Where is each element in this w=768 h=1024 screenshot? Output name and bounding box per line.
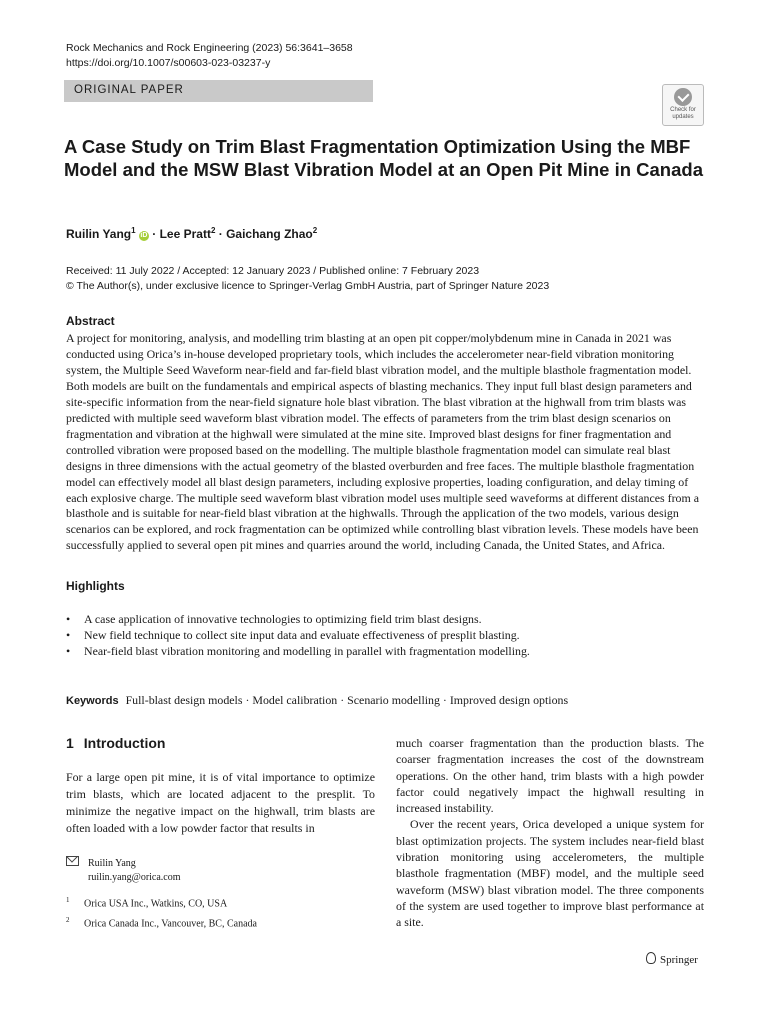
highlight-item: • New field technique to collect site input data and evaluate effectiveness of presplit blasting. [66, 627, 704, 643]
affiliation-number: 1 [66, 896, 70, 904]
intro-paragraph: Over the recent years, Orica developed a unique system for blast optimization projects. The system includes near-field blast vibration monitoring using accelerometers, the multiple blasthole fragmentation (MBF) model, and the multiple seed waveform (MSW) blast vibration model. The three components of the system are used together to improve blast performance at a site. [396, 817, 704, 930]
author-affiliation: 2 [210, 226, 216, 235]
author-separator: · [215, 227, 227, 241]
doi-link[interactable]: https://doi.org/10.1007/s00603-023-03237-y [66, 57, 271, 69]
corresponding-name: Ruilin Yang [88, 858, 136, 869]
check-for-updates-badge[interactable] [662, 84, 704, 126]
affiliation-1 [66, 894, 227, 910]
keywords-text: Full-blast design models · Model calibration · Scenario modelling · Improved design options [125, 693, 569, 707]
author-name[interactable]: Lee Pratt [159, 227, 211, 241]
affiliation-text: Orica USA Inc., Watkins, CO, USA [84, 898, 228, 910]
corresponding-author [66, 856, 181, 884]
copyright-line: © The Author(s), under exclusive licence to Springer-Verlag GmbH Austria, part of Springer Nature 2023 [66, 279, 550, 292]
abstract-heading: Abstract [66, 314, 115, 328]
author-separator: · [148, 227, 160, 241]
journal-citation: Rock Mechanics and Rock Engineering (2023) 56:3641–3658 [66, 42, 353, 54]
affiliation-number: 2 [66, 916, 70, 924]
article-type-label: ORIGINAL PAPER [74, 84, 184, 96]
publication-dates [66, 264, 549, 293]
journal-header [66, 41, 353, 71]
intro-paragraph: much coarser fragmentation than the production blasts. The coarser fragmentation increases the cost of the downstream operations. On the other hand, trim blasts with a high powder factor could negatively impact the highwall resulting in increased instability. [396, 736, 704, 816]
springer-horse-icon [646, 952, 656, 964]
check-icon [674, 88, 692, 106]
author-affiliation: 1 [131, 226, 136, 235]
keywords [66, 693, 568, 708]
highlight-item: • Near-field blast vibration monitoring and modelling in parallel with fragmentation modelling. [66, 643, 704, 659]
author-affiliation: 2 [312, 226, 318, 235]
section-heading [66, 735, 165, 751]
affiliation-2 [66, 914, 257, 930]
publisher-name: Springer [660, 954, 698, 966]
section-number: 1 [66, 735, 74, 751]
author-list [66, 226, 317, 241]
orcid-icon[interactable]: iD [140, 232, 148, 239]
keywords-label: Keywords [66, 695, 119, 707]
badge-line2: updates [672, 113, 694, 120]
intro-column-left: For a large open pit mine, it is of vital importance to optimize trim blasts, which are located adjacent to the presplit. To minimize the negative impact on the highwall, trim blasts are often loaded with a low powder factor that results in [66, 770, 375, 835]
history-dates: Received: 11 July 2022 / Accepted: 12 January 2023 / Published online: 7 February 2023 [66, 265, 480, 277]
corresponding-email[interactable]: ruilin.yang@orica.com [88, 871, 181, 883]
publisher-logo [646, 952, 698, 966]
affiliation-text: Orica Canada Inc., Vancouver, BC, Canada [84, 918, 257, 930]
highlights-list [66, 611, 704, 659]
section-title: Introduction [83, 735, 166, 751]
badge-line1: Check for [670, 107, 696, 113]
author-name[interactable]: Ruilin Yang [66, 227, 132, 241]
paper-title: A Case Study on Trim Blast Fragmentation Optimization Using the MBF Model and the MSW Blast Vibration Model at an Open Pit Mine in Canada [64, 136, 703, 180]
highlight-item: • A case application of innovative technologies to optimizing field trim blast designs. [66, 611, 704, 627]
intro-column-right [396, 735, 704, 931]
highlights-heading: Highlights [66, 579, 125, 593]
envelope-icon [66, 856, 79, 866]
abstract-text: A project for monitoring, analysis, and modelling trim blasting at an open pit copper/molybdenum mine in Canada in 2021 was conducted using Orica’s in-house developed proprietary tools, which includes the accelerometer near-field vibration monitoring system, the Multiple Seed Waveform near-field and far-field blast vibration model, and the multiple blasthole fragmentation model. Both models are built on the fundamentals and empirical aspects of blasting mechanics. They input full blast design parameters and site-specific information from the near-field signature hole blast vibration. The blast vibration at the highwall from trim blasts was predicted with multiple seed waveform blast vibration model. The effects of parameters from the trim blast design scenarios on fragmentation and vibration at the highwall were simulated at the mine site. Improved blast designs for finer fragmentation and controlled vibration were proposed based on the modelling. The multiple blasthole fragmentation model can simulate real blast designs in three dimensions with the actual geometry of the blasted overburden and free faces. The multiple blasthole fragmentation model can effectively model all blast design parameters, including explosive properties, loading configuration, and delay timing of each explosive charge. The multiple seed waveform blast vibration model uses multiple seed waveforms at different distances from a blasthole and is suitable for near-field blast vibration at the highwalls. Through the application of the two models, various design scenarios can be explored, and rock fragmentation can be optimized while controlling blast vibration levels. These models have been successfully applied to several open pit mines and quarries around the world, including Canada, the United States, and Africa. [66, 331, 699, 553]
author-name[interactable]: Gaichang Zhao [226, 227, 313, 241]
